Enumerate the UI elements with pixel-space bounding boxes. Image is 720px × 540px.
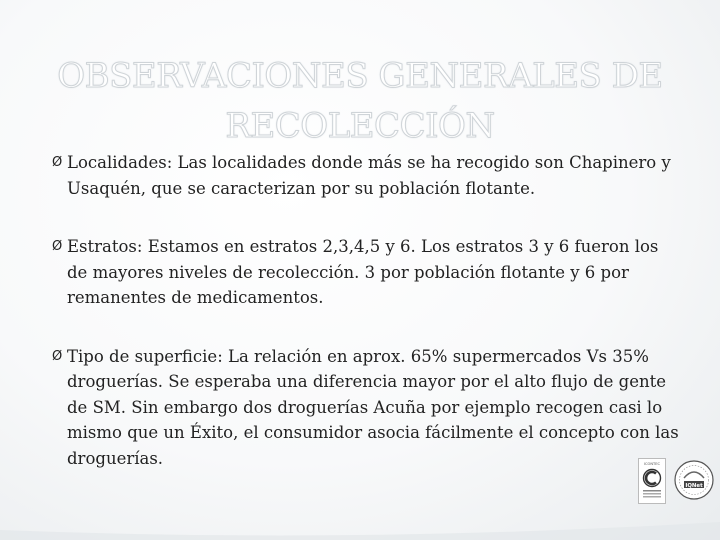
arrow-bullet-icon: Ø bbox=[52, 155, 63, 170]
arrow-bullet-icon: Ø bbox=[52, 348, 63, 364]
bullet-list bbox=[52, 150, 682, 471]
decorative-footer-swoosh bbox=[0, 510, 720, 540]
bullet-item-tipo-superficie bbox=[52, 344, 682, 472]
slide-title: OBSERVACIONES GENERALES DE RECOLECCIÓN bbox=[57, 55, 663, 146]
bullet-item-localidades bbox=[52, 150, 682, 201]
iqnet-logo bbox=[672, 458, 716, 502]
bullet-text: Localidades: Las localidades donde más se ha recogido son Chapinero y Usaquén, que se caracterizan por su población flotante. bbox=[67, 153, 671, 198]
arrow-bullet-icon: Ø bbox=[52, 239, 63, 254]
icontec-label: ICONTEC bbox=[643, 462, 661, 466]
iqnet-label: IQNet bbox=[685, 483, 703, 489]
icontec-logo bbox=[638, 458, 666, 504]
bullet-item-estratos bbox=[52, 234, 682, 311]
bullet-text: Tipo de superficie: La relación en aprox. 65% supermercados Vs 35% droguerías. Se esperaba una diferencia mayor por el alto flujo de gente de SM. Sin embargo dos droguerías Acuña por ejemplo recogen casi lo mismo que un Éxito, el consumidor asocia fácilmente el concepto con las droguerías. bbox=[67, 346, 679, 468]
bullet-text: Estratos: Estamos en estratos 2,3,4,5 y 6. Los estratos 3 y 6 fueron los de mayores niveles de recolección. 3 por población flotante y 6 por remanentes de medicamentos. bbox=[67, 237, 659, 307]
